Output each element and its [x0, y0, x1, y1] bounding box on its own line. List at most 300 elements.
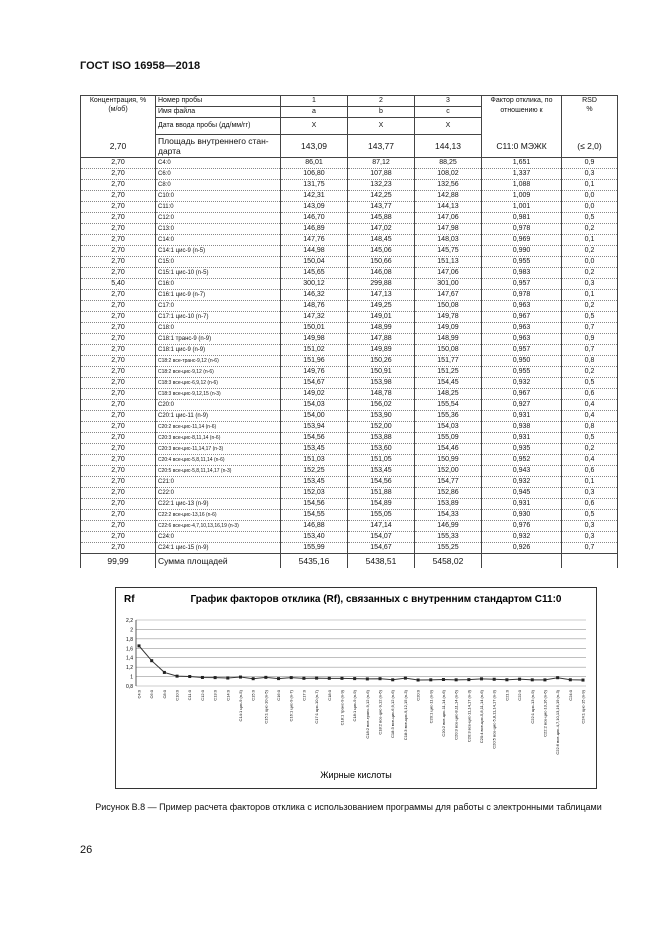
rf-chart: [115, 587, 597, 789]
chart-point: [214, 676, 217, 679]
row-rsd: 0,3: [562, 531, 618, 542]
chart-xtick-label: C21:0: [504, 690, 510, 701]
row-rsd: 0,9: [562, 157, 618, 168]
row-area-2: 145,06: [348, 245, 415, 256]
row-concentration: 2,70: [81, 311, 156, 322]
chart-point: [315, 677, 318, 680]
chart-xtick-label: C22:0: [517, 690, 523, 701]
chart-point: [543, 678, 546, 681]
sample-number-label: Номер пробы: [156, 96, 281, 107]
row-area-1: 154,56: [281, 432, 348, 443]
row-concentration: 2,70: [81, 179, 156, 190]
row-rf: 0,963: [482, 300, 562, 311]
row-acid: C24:1 цис-15 (n-9): [156, 542, 281, 553]
row-acid: C18:2 все-цис-9,12 (n-6): [156, 366, 281, 377]
chart-point: [417, 679, 420, 682]
chart-point: [379, 677, 382, 680]
row-acid: C20:5 все-цис-5,8,11,14,17 (n-3): [156, 465, 281, 476]
chart-point: [138, 644, 141, 647]
row-area-3: 151,13: [415, 256, 482, 267]
table-row: [81, 256, 618, 267]
chart-series-line: [139, 646, 583, 680]
row-area-2: 147,13: [348, 289, 415, 300]
table-row: [81, 245, 618, 256]
row-concentration: 2,70: [81, 542, 156, 553]
sum-3: 5458,02: [415, 553, 482, 568]
chart-xtick-label: C18:3 все-цис-6,9,12 (n-6): [390, 690, 396, 738]
row-concentration: 2,70: [81, 366, 156, 377]
row-area-3: 154,45: [415, 377, 482, 388]
row-concentration: 2,70: [81, 443, 156, 454]
row-rsd: 0,2: [562, 245, 618, 256]
row-acid: C22:1 цис-13 (n-9): [156, 498, 281, 509]
row-rsd: 0,5: [562, 212, 618, 223]
chart-point: [290, 676, 293, 679]
table-row: [81, 190, 618, 201]
chart-xtick-label: C18:1 цис-9 (n-9): [352, 690, 358, 722]
row-area-3: 154,03: [415, 421, 482, 432]
row-concentration: 2,70: [81, 212, 156, 223]
row-acid: C16:1 цис-9 (n-7): [156, 289, 281, 300]
is-area-3: 144,13: [415, 135, 482, 158]
row-area-1: 149,02: [281, 388, 348, 399]
row-area-3: 150,08: [415, 300, 482, 311]
table-row: [81, 410, 618, 421]
row-area-2: 154,89: [348, 498, 415, 509]
chart-ytick-label: 1,4: [126, 655, 133, 662]
table-row: [81, 399, 618, 410]
row-area-1: 154,00: [281, 410, 348, 421]
row-area-2: 150,91: [348, 366, 415, 377]
row-area-3: 148,25: [415, 388, 482, 399]
row-concentration: 2,70: [81, 322, 156, 333]
sample-3: 3: [415, 96, 482, 107]
sum-1: 5435,16: [281, 553, 348, 568]
row-rsd: 0,8: [562, 421, 618, 432]
row-area-2: 299,88: [348, 278, 415, 289]
chart-point: [239, 676, 242, 679]
row-area-1: 146,88: [281, 520, 348, 531]
row-area-2: 154,67: [348, 542, 415, 553]
chart-xtick-label: C20:5 все-цис-5,8,11,14,17 (n-3): [491, 690, 497, 749]
chart-xtick-label: C10:0: [174, 690, 180, 701]
row-concentration: 2,70: [81, 355, 156, 366]
chart-point: [366, 677, 369, 680]
page-number: 26: [80, 844, 93, 856]
figure-caption: Рисунок В.8 — Пример расчета факторов отклика с использованием программы для работы с электронными таблицами: [95, 802, 602, 812]
row-area-1: 145,65: [281, 267, 348, 278]
row-area-2: 147,14: [348, 520, 415, 531]
row-rsd: 0,7: [562, 322, 618, 333]
row-area-1: 153,40: [281, 531, 348, 542]
row-acid: C16:0: [156, 278, 281, 289]
chart-xtick-label: C18:3 все-цис-9,12,15 (n-3): [402, 690, 408, 741]
chart-ytick-label: 1,2: [126, 665, 133, 672]
chart-xtick-label: C20:1 цис-11 (n-9): [428, 690, 434, 724]
row-concentration: 2,70: [81, 476, 156, 487]
row-rf: 1,088: [482, 179, 562, 190]
table-row: [81, 509, 618, 520]
row-area-2: 153,88: [348, 432, 415, 443]
table-row: [81, 476, 618, 487]
row-rsd: 0,1: [562, 179, 618, 190]
row-rsd: 0,2: [562, 366, 618, 377]
chart-point: [569, 678, 572, 681]
row-acid: C17:1 цис-10 (n-7): [156, 311, 281, 322]
row-area-2: 152,00: [348, 421, 415, 432]
row-concentration: 2,70: [81, 223, 156, 234]
row-area-1: 106,80: [281, 168, 348, 179]
row-rf: 0,932: [482, 531, 562, 542]
row-rsd: 0,0: [562, 190, 618, 201]
row-area-1: 153,45: [281, 476, 348, 487]
row-area-2: 149,89: [348, 344, 415, 355]
chart-xtick-label: C12:0: [199, 690, 205, 701]
row-area-3: 154,77: [415, 476, 482, 487]
row-rf: 0,978: [482, 289, 562, 300]
row-area-1: 152,03: [281, 487, 348, 498]
row-rsd: 0,4: [562, 410, 618, 421]
row-acid: C14:1 цис-9 (n-5): [156, 245, 281, 256]
chart-point: [429, 678, 432, 681]
response-factor-table: [80, 95, 617, 568]
row-concentration: 2,70: [81, 168, 156, 179]
row-area-3: 155,33: [415, 531, 482, 542]
rf-chart-svg: [116, 588, 596, 788]
row-rsd: 0,7: [562, 542, 618, 553]
row-area-3: 155,36: [415, 410, 482, 421]
row-area-3: 148,03: [415, 234, 482, 245]
table-row: [81, 421, 618, 432]
sum-concentration: 99,99: [81, 553, 156, 568]
row-concentration: 2,70: [81, 531, 156, 542]
row-area-1: 151,96: [281, 355, 348, 366]
chart-point: [176, 675, 179, 678]
response-factor-header: Фактор отклика, по отношению к: [482, 96, 562, 135]
date-3: X: [415, 118, 482, 135]
row-concentration: 2,70: [81, 157, 156, 168]
row-area-3: 152,86: [415, 487, 482, 498]
chart-xtick-label: C22:1 цис-13 (n-9): [529, 690, 535, 724]
row-area-3: 147,67: [415, 289, 482, 300]
row-rf: 0,952: [482, 454, 562, 465]
row-rsd: 0,2: [562, 300, 618, 311]
row-area-3: 152,00: [415, 465, 482, 476]
table-row: [81, 234, 618, 245]
table-row: [81, 377, 618, 388]
row-concentration: 2,70: [81, 201, 156, 212]
row-rf: 0,930: [482, 509, 562, 520]
table-row: [81, 531, 618, 542]
chart-xtick-label: C6:0: [149, 690, 155, 699]
table-row: [81, 179, 618, 190]
row-concentration: 2,70: [81, 267, 156, 278]
row-acid: C24:0: [156, 531, 281, 542]
row-rsd: 0,4: [562, 454, 618, 465]
table-row: [81, 542, 618, 553]
row-area-2: 107,88: [348, 168, 415, 179]
table-row: [81, 322, 618, 333]
row-acid: C22:6 все-цис-4,7,10,13,16,19 (n-3): [156, 520, 281, 531]
row-acid: C18:1 транс-9 (n-9): [156, 333, 281, 344]
row-area-1: 153,94: [281, 421, 348, 432]
row-rsd: 0,6: [562, 388, 618, 399]
table-row: [81, 168, 618, 179]
row-rsd: 0,3: [562, 168, 618, 179]
row-rf: 0,955: [482, 256, 562, 267]
chart-xtick-label: C17:0: [301, 690, 307, 701]
chart-point: [340, 677, 343, 680]
row-area-2: 132,23: [348, 179, 415, 190]
row-rf: 0,957: [482, 278, 562, 289]
chart-xtick-label: C20:3 все-цис-8,11,14 (n-6): [453, 690, 459, 740]
row-rf: 0,926: [482, 542, 562, 553]
row-rsd: 0,6: [562, 498, 618, 509]
row-concentration: 2,70: [81, 454, 156, 465]
row-acid: C18:2 все-транс-9,12 (n-6): [156, 355, 281, 366]
chart-xtick-label: C15:1 цис-10 (n-5): [263, 690, 269, 724]
row-acid: C13:0: [156, 223, 281, 234]
table-row: [81, 201, 618, 212]
table-row: [81, 454, 618, 465]
row-concentration: 2,70: [81, 256, 156, 267]
chart-xtick-label: C20:2 все-цис-11,14 (n-6): [440, 690, 446, 737]
row-rsd: 0,1: [562, 289, 618, 300]
row-area-2: 150,66: [348, 256, 415, 267]
row-area-2: 156,02: [348, 399, 415, 410]
chart-xlabel: Жирные кислоты: [320, 770, 392, 780]
row-concentration: 2,70: [81, 487, 156, 498]
row-acid: C18:3 все-цис-9,12,15 (n-3): [156, 388, 281, 399]
chart-xtick-label: C11:0: [187, 690, 193, 701]
table-row: [81, 300, 618, 311]
row-rsd: 0,5: [562, 509, 618, 520]
row-area-1: 144,98: [281, 245, 348, 256]
row-area-1: 153,45: [281, 443, 348, 454]
row-rsd: 0,3: [562, 278, 618, 289]
table-row: [81, 432, 618, 443]
chart-ytick-label: 0,8: [126, 684, 133, 690]
chart-xtick-label: C18:1 транс-9 (n-9): [339, 690, 345, 726]
chart-point: [277, 677, 280, 680]
row-area-2: 154,56: [348, 476, 415, 487]
chart-point: [328, 677, 331, 680]
row-area-1: 152,25: [281, 465, 348, 476]
chart-xtick-label: C16:1 цис-9 (n-7): [288, 690, 294, 722]
table-row: [81, 465, 618, 476]
row-area-3: 148,99: [415, 333, 482, 344]
row-rsd: 0,8: [562, 355, 618, 366]
row-concentration: 2,70: [81, 509, 156, 520]
chart-point: [505, 678, 508, 681]
row-concentration: 2,70: [81, 289, 156, 300]
chart-point: [188, 675, 191, 678]
chart-point: [467, 678, 470, 681]
row-concentration: 2,70: [81, 377, 156, 388]
chart-ytick-label: 2,2: [126, 618, 133, 624]
row-area-2: 151,88: [348, 487, 415, 498]
table-row: [81, 333, 618, 344]
row-area-2: 153,98: [348, 377, 415, 388]
chart-point: [582, 679, 585, 682]
chart-xtick-label: C15:0: [250, 690, 256, 701]
row-area-3: 144,13: [415, 201, 482, 212]
row-area-2: 145,88: [348, 212, 415, 223]
row-area-3: 149,78: [415, 311, 482, 322]
row-acid: C10:0: [156, 190, 281, 201]
row-rf: 0,969: [482, 234, 562, 245]
row-rf: 0,935: [482, 443, 562, 454]
row-concentration: 2,70: [81, 520, 156, 531]
row-area-2: 148,45: [348, 234, 415, 245]
table-row: [81, 520, 618, 531]
row-area-1: 147,76: [281, 234, 348, 245]
row-area-3: 150,08: [415, 344, 482, 355]
row-area-1: 151,02: [281, 344, 348, 355]
chart-xtick-label: C16:0: [276, 690, 282, 701]
row-acid: C11:0: [156, 201, 281, 212]
row-area-2: 143,77: [348, 201, 415, 212]
row-rf: 0,990: [482, 245, 562, 256]
chart-point: [150, 659, 153, 662]
row-concentration: 2,70: [81, 333, 156, 344]
row-acid: C22:0: [156, 487, 281, 498]
row-acid: C6:0: [156, 168, 281, 179]
row-area-3: 154,33: [415, 509, 482, 520]
chart-ylabel: Rf: [124, 594, 135, 605]
row-area-1: 151,03: [281, 454, 348, 465]
row-area-2: 147,88: [348, 333, 415, 344]
sum-2: 5438,51: [348, 553, 415, 568]
row-area-1: 149,76: [281, 366, 348, 377]
row-rf: 0,927: [482, 399, 562, 410]
chart-xtick-label: C17:1 цис-10 (n-7): [314, 690, 320, 724]
row-rsd: 0,2: [562, 267, 618, 278]
row-area-1: 146,32: [281, 289, 348, 300]
row-acid: C15:1 цис-10 (n-5): [156, 267, 281, 278]
row-area-2: 87,12: [348, 157, 415, 168]
chart-point: [226, 677, 229, 680]
file-name-label: Имя файла: [156, 107, 281, 118]
row-rsd: 0,3: [562, 520, 618, 531]
row-rf: 0,983: [482, 267, 562, 278]
row-area-1: 155,99: [281, 542, 348, 553]
row-area-1: 300,12: [281, 278, 348, 289]
row-area-2: 154,07: [348, 531, 415, 542]
row-rf: 0,967: [482, 388, 562, 399]
row-rf: 1,009: [482, 190, 562, 201]
row-area-1: 150,04: [281, 256, 348, 267]
chart-xtick-label: C18:0: [326, 690, 332, 701]
row-concentration: 2,70: [81, 300, 156, 311]
row-area-2: 153,90: [348, 410, 415, 421]
row-acid: C20:4 все-цис-5,8,11,14 (n-6): [156, 454, 281, 465]
row-area-2: 149,25: [348, 300, 415, 311]
row-rsd: 0,7: [562, 344, 618, 355]
table-row: [81, 355, 618, 366]
row-area-3: 108,02: [415, 168, 482, 179]
row-area-2: 155,05: [348, 509, 415, 520]
row-concentration: 2,70: [81, 245, 156, 256]
row-acid: C22:2 все-цис-13,16 (n-6): [156, 509, 281, 520]
row-rf: 0,981: [482, 212, 562, 223]
row-rf: 0,938: [482, 421, 562, 432]
row-acid: C4:0: [156, 157, 281, 168]
is-area-1: 143,09: [281, 135, 348, 158]
row-area-3: 151,77: [415, 355, 482, 366]
row-area-1: 86,01: [281, 157, 348, 168]
row-rf: 0,932: [482, 476, 562, 487]
date-2: X: [348, 118, 415, 135]
row-area-2: 147,02: [348, 223, 415, 234]
row-area-3: 146,99: [415, 520, 482, 531]
row-rsd: 0,2: [562, 223, 618, 234]
is-area-2: 143,77: [348, 135, 415, 158]
row-area-2: 142,25: [348, 190, 415, 201]
row-rf: 1,337: [482, 168, 562, 179]
row-area-3: 153,89: [415, 498, 482, 509]
chart-xtick-label: C20:4 все-цис-5,8,11,14 (n-6): [479, 690, 485, 744]
row-area-2: 148,78: [348, 388, 415, 399]
row-acid: C18:1 цис-9 (n-9): [156, 344, 281, 355]
chart-point: [201, 676, 204, 679]
row-rf: 0,963: [482, 322, 562, 333]
row-acid: C8:0: [156, 179, 281, 190]
table-row: [81, 487, 618, 498]
row-concentration: 5,40: [81, 278, 156, 289]
table-row: [81, 267, 618, 278]
chart-xtick-label: C4:0: [136, 690, 142, 699]
row-concentration: 2,70: [81, 465, 156, 476]
row-rsd: 0,2: [562, 443, 618, 454]
row-rf: 0,978: [482, 223, 562, 234]
row-rf: 0,976: [482, 520, 562, 531]
row-rsd: 0,1: [562, 476, 618, 487]
row-area-3: 88,25: [415, 157, 482, 168]
row-area-2: 151,05: [348, 454, 415, 465]
row-acid: C12:0: [156, 212, 281, 223]
concentration-header: Концентрация, % (м/об): [81, 96, 156, 135]
is-area-label: Площадь внутреннего стан- дарта: [156, 135, 281, 158]
row-area-3: 149,09: [415, 322, 482, 333]
row-area-2: 149,01: [348, 311, 415, 322]
row-acid: C20:3 все-цис-8,11,14 (n-6): [156, 432, 281, 443]
chart-title: График факторов отклика (Rf), связанных с внутренним стандартом C11:0: [190, 594, 562, 605]
row-acid: C20:2 все-цис-11,14 (n-6): [156, 421, 281, 432]
chart-point: [163, 671, 166, 674]
row-concentration: 2,70: [81, 421, 156, 432]
row-concentration: 2,70: [81, 388, 156, 399]
row-area-1: 131,75: [281, 179, 348, 190]
is-concentration: 2,70: [81, 135, 156, 158]
row-area-2: 150,26: [348, 355, 415, 366]
chart-point: [404, 677, 407, 680]
row-rf: 0,943: [482, 465, 562, 476]
row-area-1: 150,01: [281, 322, 348, 333]
row-rsd: 0,5: [562, 311, 618, 322]
chart-point: [480, 677, 483, 680]
chart-point: [556, 676, 559, 679]
chart-point: [455, 678, 458, 681]
row-concentration: 2,70: [81, 344, 156, 355]
row-rsd: 0,9: [562, 333, 618, 344]
row-rf: 0,950: [482, 355, 562, 366]
row-rsd: 0,0: [562, 256, 618, 267]
sum-label: Сумма площадей: [156, 553, 281, 568]
row-area-3: 142,88: [415, 190, 482, 201]
row-area-1: 154,56: [281, 498, 348, 509]
row-acid: C20:0: [156, 399, 281, 410]
